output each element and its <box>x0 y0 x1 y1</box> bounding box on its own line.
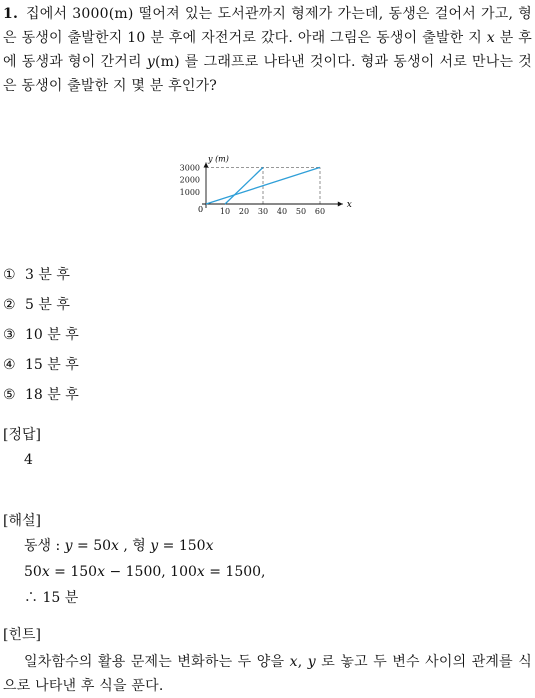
graph-svg <box>170 102 360 222</box>
expl-var: y <box>150 538 159 554</box>
answer-choices <box>3 260 79 410</box>
expl-text: = 1500, <box>204 564 266 580</box>
problem-var-x: x <box>486 30 495 46</box>
x-tick-label: 10 <box>219 207 231 216</box>
hint-var-x: x <box>289 654 298 670</box>
expl-var: x <box>41 564 50 580</box>
hint-text-part1: 일차함수의 활용 문제는 변화하는 두 양을 <box>24 654 290 670</box>
choice-3-text: 10 분 후 <box>25 327 79 343</box>
x-tick-label: 30 <box>257 207 269 216</box>
explanation-line-1 <box>24 534 213 558</box>
answer-label: [정답] <box>3 427 41 443</box>
choice-4-text: 15 분 후 <box>25 357 79 373</box>
choice-5[interactable] <box>3 380 79 410</box>
hint-text-part2: , <box>297 654 308 670</box>
expl-text: = 50 <box>72 538 112 554</box>
x-tick-label: 60 <box>314 207 326 216</box>
x-axis-arrow <box>338 202 343 207</box>
explanation-conclusion: ∴ 15 분 <box>24 590 79 606</box>
choice-3[interactable] <box>3 320 79 350</box>
distance-time-graph <box>170 102 360 222</box>
expl-var: x <box>196 564 205 580</box>
x-tick-label: 20 <box>238 207 250 216</box>
explanation-label: [해설] <box>3 513 41 529</box>
y-tick-label: 2000 <box>179 175 200 185</box>
y-tick-label: 1000 <box>179 187 200 197</box>
expl-var: x <box>111 538 119 554</box>
expl-text: = 150 <box>158 538 206 554</box>
choice-2-mark: ② <box>3 297 16 313</box>
expl-text: = 150 <box>49 564 98 580</box>
x-axis-label: x <box>346 200 352 210</box>
x-tick-label: 40 <box>276 207 288 216</box>
choice-1[interactable] <box>3 260 79 290</box>
hint-text-part3: 로 놓고 두 변수 사이의 관계를 식으로 나타낸 후 식을 푼다. <box>3 654 532 694</box>
hint-text <box>3 650 532 698</box>
expl-var: x <box>205 538 214 554</box>
choice-2-text: 5 분 후 <box>25 297 70 313</box>
series-line-2 <box>225 167 263 204</box>
expl-var: x <box>97 564 105 580</box>
problem-text-part2: 분 후에 동생과 형이 간거리 <box>3 30 533 70</box>
choice-1-mark: ① <box>3 267 16 283</box>
answer-value: 4 <box>24 452 33 468</box>
choice-1-text: 3 분 후 <box>25 267 70 283</box>
expl-text: , 형 <box>118 538 151 554</box>
problem-text-part1: 집에서 3000(m) 떨어져 있는 도서관까지 형제가 가는데, 동생은 걸어서 가고, 형은 동생이 출발한지 10 분 후에 자전거로 갔다. 아래 그림은 동생이 출발한 지 <box>3 6 532 46</box>
problem-text-part3: (m) 를 그래프로 나타낸 것이다. 형과 동생이 서로 만나는 것은 동생이 출발한 지 몇 분 후인가? <box>3 54 532 94</box>
choice-4-mark: ④ <box>3 357 16 373</box>
choice-2[interactable] <box>3 290 79 320</box>
expl-text: 동생 : <box>24 538 65 554</box>
problem-number: 1. <box>3 6 19 22</box>
hint-var-y: y <box>307 654 316 670</box>
expl-text: − 1500, 100 <box>105 564 197 580</box>
expl-text: 50 <box>24 564 42 580</box>
choice-4[interactable] <box>3 350 79 380</box>
problem-var-y: y <box>146 54 155 70</box>
choice-3-mark: ③ <box>3 327 16 343</box>
y-axis-label: y (m) <box>208 154 229 164</box>
hint-label: [힌트] <box>3 627 41 643</box>
y-tick-label: 3000 <box>179 163 200 173</box>
expl-var: y <box>64 538 73 554</box>
problem-statement <box>3 2 532 98</box>
origin-label: 0 <box>198 205 204 214</box>
explanation-line-2 <box>24 560 266 584</box>
choice-5-text: 18 분 후 <box>25 387 79 403</box>
choice-5-mark: ⑤ <box>3 387 16 403</box>
x-tick-label: 50 <box>295 207 307 216</box>
